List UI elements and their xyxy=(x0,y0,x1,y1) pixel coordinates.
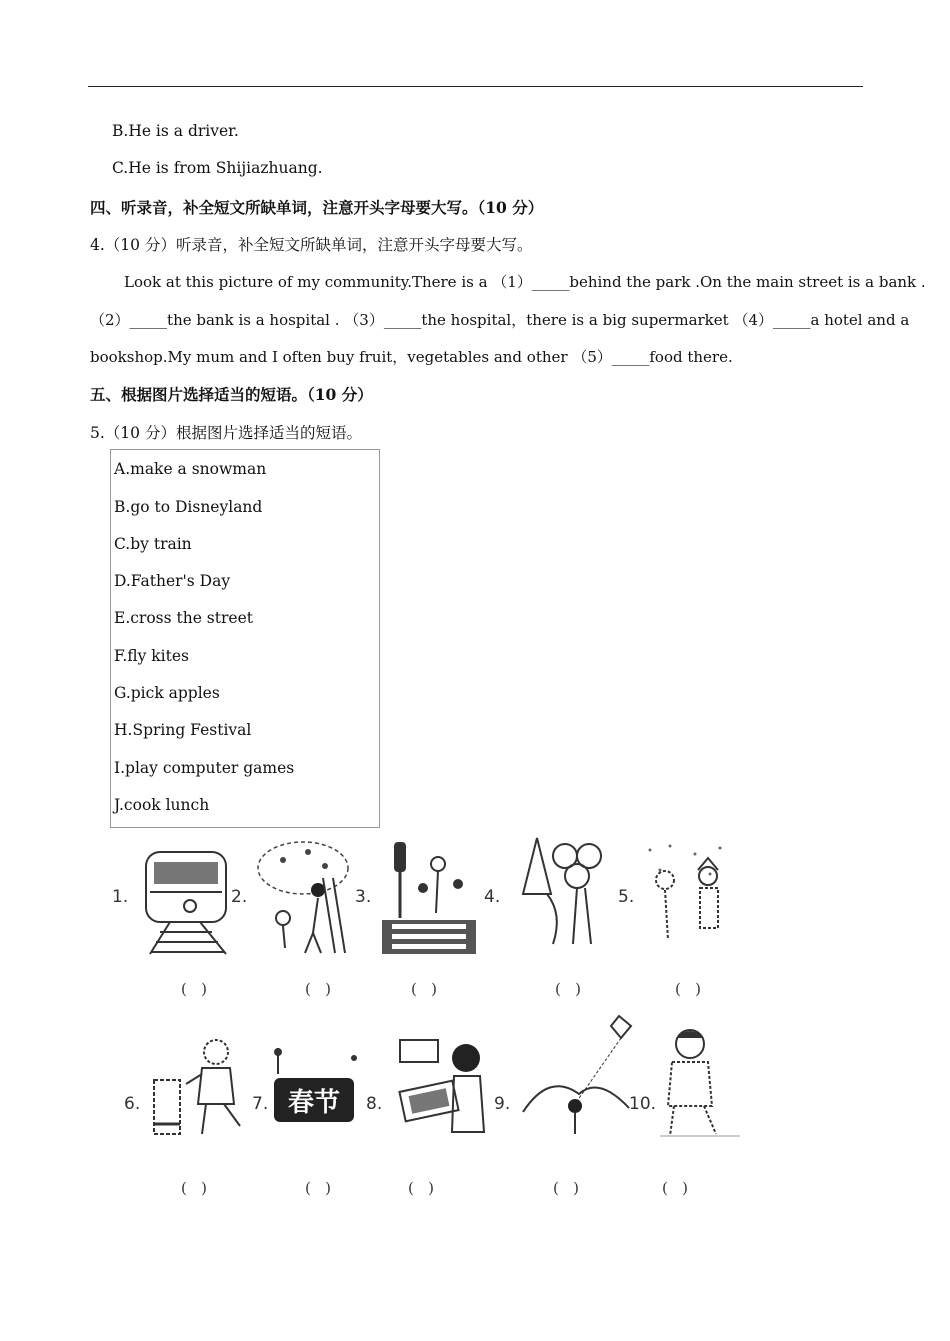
cooking-picture xyxy=(146,1034,246,1139)
answer-blank-8[interactable]: ( ) xyxy=(408,1179,435,1197)
picture-number-8: 8. xyxy=(366,1094,383,1114)
option-f-item: F.fly kites xyxy=(114,647,189,665)
option-h-item: H.Spring Festival xyxy=(114,721,252,739)
option-b: B.He is a driver. xyxy=(112,122,239,140)
answer-blank-4[interactable]: ( ) xyxy=(555,980,582,998)
section5-heading: 五、根据图片选择适当的短语。（10 分） xyxy=(90,385,373,404)
option-c-item: C.by train xyxy=(114,535,192,553)
boy-picture xyxy=(656,1026,744,1141)
option-d-item: D.Father's Day xyxy=(114,572,231,590)
options-box xyxy=(110,449,380,828)
computer-games-picture xyxy=(396,1036,488,1138)
picture-number-10: 10. xyxy=(629,1094,657,1114)
picture-number-9: 9. xyxy=(494,1094,511,1114)
option-c: C.He is from Shijiazhuang. xyxy=(112,159,323,177)
answer-blank-10[interactable]: ( ) xyxy=(662,1179,689,1197)
question-4: 4.（10 分）听录音，补全短文所缺单词，注意开头字母要大写。 xyxy=(90,236,533,254)
option-a-item: A.make a snowman xyxy=(114,460,267,478)
spring-festival-picture xyxy=(268,1044,363,1134)
answer-blank-5[interactable]: ( ) xyxy=(675,980,702,998)
answer-blank-9[interactable]: ( ) xyxy=(553,1179,580,1197)
question-5: 5.（10 分）根据图片选择适当的短语。 xyxy=(90,424,362,442)
picture-number-1: 1. xyxy=(112,887,129,907)
train-picture xyxy=(140,842,235,957)
festival-sign-text: 春节 xyxy=(287,1088,341,1118)
answer-blank-2[interactable]: ( ) xyxy=(305,980,332,998)
passage-line-2: （2）_____the bank is a hospital . （3）_____the hospital，there is a big supermarket （4）_____a hotel and a xyxy=(90,311,910,329)
section4-heading: 四、听录音，补全短文所缺单词，注意开头字母要大写。（10 分） xyxy=(90,198,544,217)
option-e-item: E.cross the street xyxy=(114,609,253,627)
picture-number-3: 3. xyxy=(355,887,372,907)
passage-line-1: Look at this picture of my community.There is a （1）_____behind the park .On the main street is a bank . xyxy=(124,273,926,291)
snowman-picture xyxy=(640,840,735,950)
passage-line-3: bookshop.My mum and I often buy fruit，vegetables and other （5）_____food there. xyxy=(90,348,733,366)
answer-blank-6[interactable]: ( ) xyxy=(181,1179,208,1197)
crossing-street-picture xyxy=(378,838,480,956)
picture-number-4: 4. xyxy=(484,887,501,907)
picture-number-7: 7. xyxy=(252,1094,269,1114)
apple-picking-picture xyxy=(253,838,353,958)
disneyland-picture xyxy=(503,834,603,952)
picture-number-6: 6. xyxy=(124,1094,141,1114)
option-j-item: J.cook lunch xyxy=(114,796,210,814)
answer-blank-3[interactable]: ( ) xyxy=(411,980,438,998)
option-b-item: B.go to Disneyland xyxy=(114,498,263,516)
answer-blank-1[interactable]: ( ) xyxy=(181,980,208,998)
flying-kites-picture xyxy=(519,1012,634,1140)
option-g-item: G.pick apples xyxy=(114,684,220,702)
header-rule xyxy=(88,86,863,87)
picture-number-5: 5. xyxy=(618,887,635,907)
answer-blank-7[interactable]: ( ) xyxy=(305,1179,332,1197)
picture-number-2: 2. xyxy=(231,887,248,907)
option-i-item: I.play computer games xyxy=(114,759,295,777)
